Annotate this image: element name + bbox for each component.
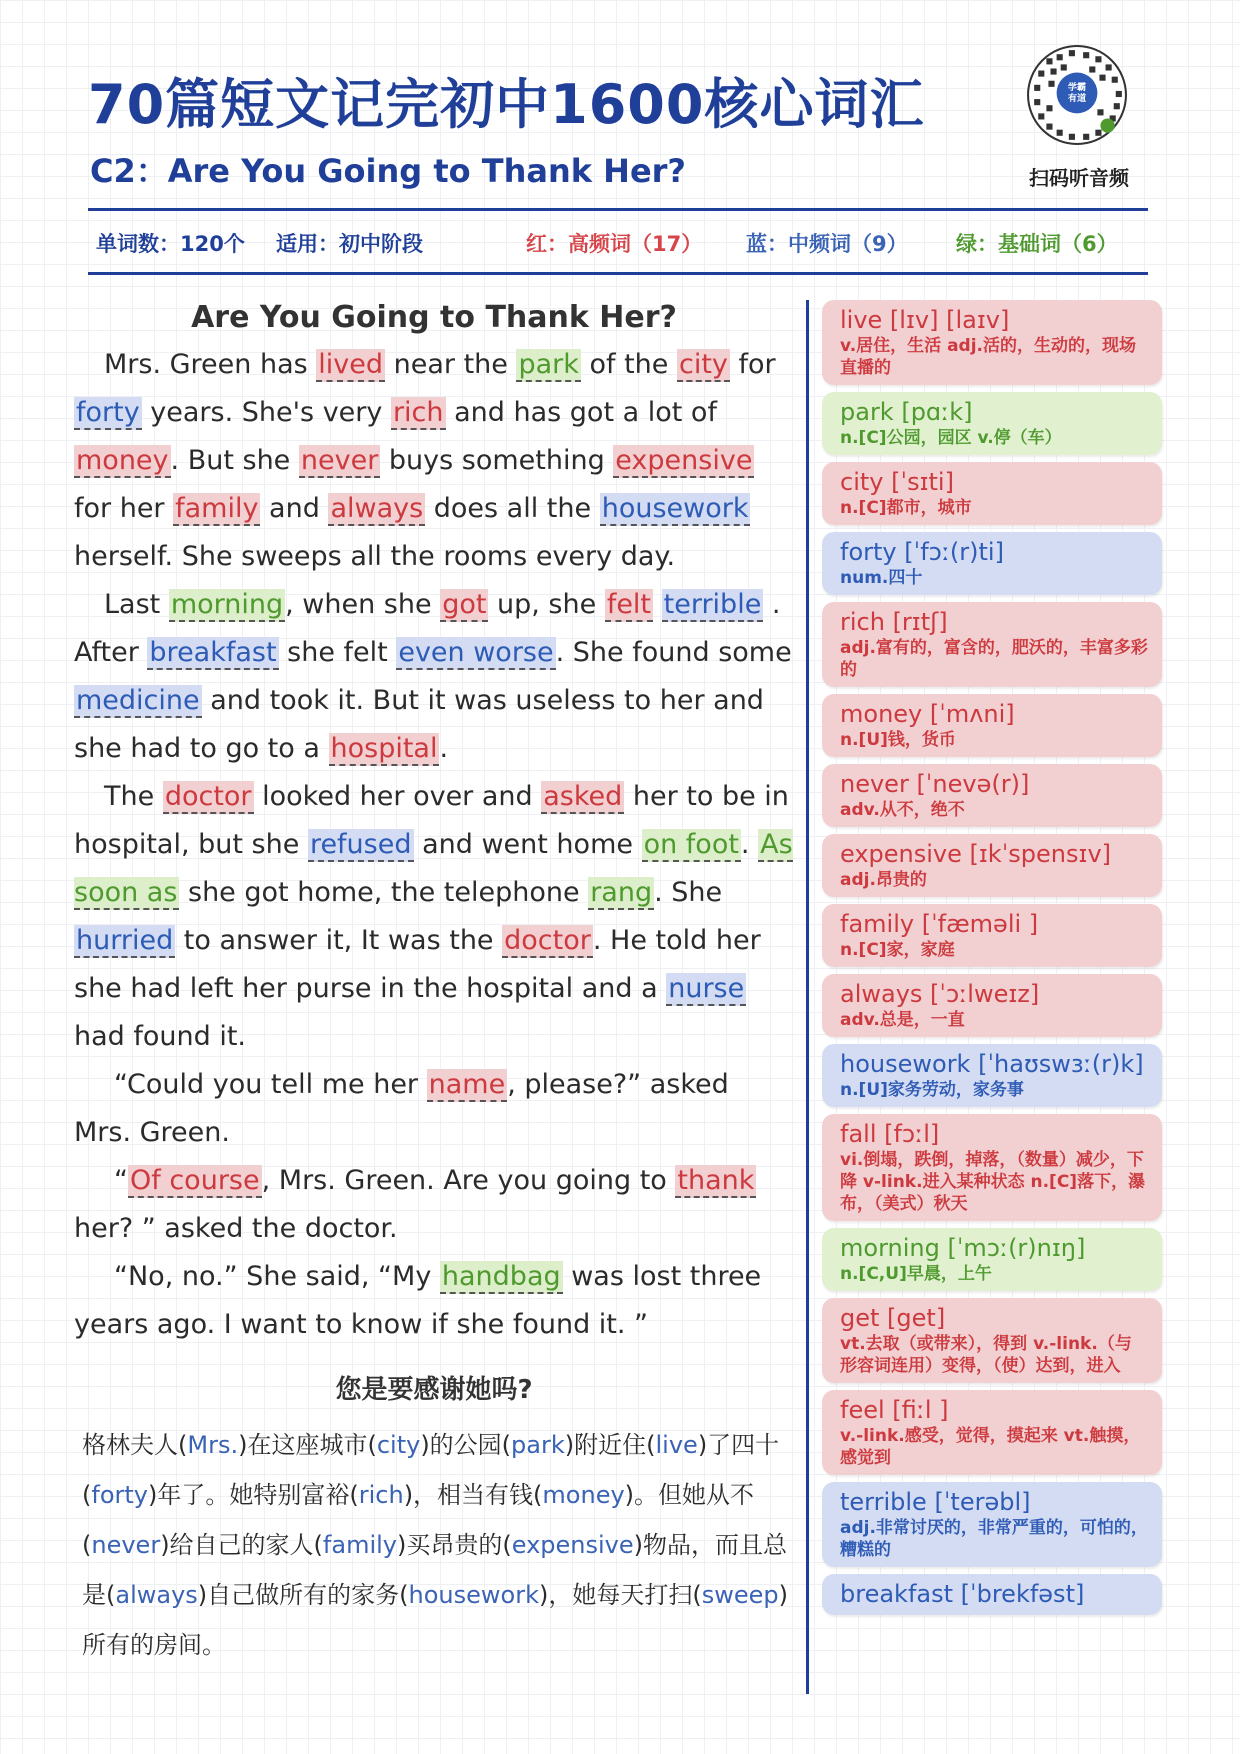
translation-text: )，她每天打扫(	[538, 1581, 702, 1609]
passage-text: buys something	[380, 445, 614, 476]
vocab-card[interactable]	[822, 1574, 1162, 1615]
passage-text: , when she	[285, 589, 441, 620]
vocab-highlight[interactable]: terrible	[663, 589, 762, 620]
vocab-highlight[interactable]: rich	[392, 397, 444, 428]
vocab-highlight[interactable]: even worse	[398, 637, 554, 668]
vocab-word: family [ˈfæməli ]	[840, 910, 1039, 938]
translation-text: )的公园(	[420, 1431, 512, 1459]
passage-text: to answer it, It was the	[175, 925, 503, 956]
vocab-definition: adj.富有的，富含的，肥沃的，丰富多彩的	[840, 638, 1148, 680]
passage-text: for her	[74, 493, 174, 524]
passage-text: . But she	[170, 445, 299, 476]
vocab-highlight[interactable]: on foot	[643, 829, 739, 860]
vocab-highlight[interactable]: forty	[76, 397, 140, 428]
passage-text: Mrs. Green has	[104, 349, 317, 380]
vocab-highlight[interactable]: rang	[590, 877, 653, 908]
header-rule-top	[88, 208, 1148, 211]
legend-blue: 蓝：中频词（9）	[746, 232, 908, 256]
vocab-card[interactable]	[822, 904, 1162, 967]
level-label: 适用：初中阶段	[276, 232, 423, 256]
vocab-definition: n.[C]公园，园区 v.停（车）	[840, 428, 1062, 448]
vocab-word: morning [ˈmɔː(r)nɪŋ]	[840, 1234, 1086, 1262]
vocab-highlight[interactable]: name	[428, 1069, 506, 1100]
vocab-definition: vi.倒塌，跌倒，掉落，（数量）减少，下降 v-link.进入某种状态 n.[C]落下，瀑布，（美式）秋天	[840, 1150, 1146, 1214]
passage-body	[74, 341, 794, 1349]
translation-keyword: rich	[358, 1481, 404, 1509]
vocab-word: fall [fɔːl]	[840, 1120, 940, 1148]
passage-text: near the	[385, 349, 517, 380]
translation-keyword: sweep	[701, 1581, 779, 1609]
vocab-card[interactable]	[822, 974, 1162, 1037]
vocab-card[interactable]	[822, 1298, 1162, 1383]
passage-paragraph	[74, 773, 794, 1061]
passage-text: . He told her she had left her purse in the hospital and a	[74, 925, 761, 1004]
translation-keyword: forty	[91, 1481, 148, 1509]
passage-text: herself. She sweeps all the rooms every day.	[74, 541, 676, 572]
translation-title: 您是要感谢她吗?	[335, 1375, 533, 1405]
passage-text: her? ” asked the doctor.	[74, 1213, 398, 1244]
vocab-definition: adj.昂贵的	[840, 870, 927, 890]
vocab-word: never [ˈnevə(r)]	[840, 770, 1030, 798]
vocab-word: always [ˈɔːlweɪz]	[840, 980, 1040, 1008]
passage-title: Are You Going to Thank Her?	[191, 300, 677, 335]
passage-text: .	[439, 733, 449, 764]
page-title: 70篇短文记完初中1600核心词汇	[88, 73, 925, 136]
vocab-card[interactable]	[822, 1044, 1162, 1107]
passage-paragraph	[74, 581, 794, 773]
vocab-definition: adj.非常讨厌的，非常严重的，可怕的，糟糕的	[840, 1518, 1148, 1560]
vocabulary-list	[822, 300, 1162, 1622]
vocab-highlight[interactable]: expensive	[615, 445, 753, 476]
vocab-word: rich [rɪtʃ]	[840, 608, 948, 636]
vocab-card[interactable]	[822, 1228, 1162, 1291]
qr-caption: 扫码听音频	[1029, 166, 1129, 190]
vocab-highlight[interactable]: medicine	[76, 685, 200, 716]
vocab-word: terrible [ˈterəbl]	[840, 1488, 1031, 1516]
vocab-highlight[interactable]: park	[518, 349, 579, 380]
translation-keyword: housework	[408, 1581, 539, 1609]
vocab-highlight[interactable]: lived	[318, 349, 384, 380]
translation-text: )给自己的家人(	[160, 1531, 323, 1559]
translation-keyword: city	[376, 1431, 421, 1459]
qr-code-icon[interactable]	[1026, 44, 1128, 146]
passage-text: “	[114, 1165, 128, 1196]
passage-paragraph	[74, 1253, 794, 1349]
translation-text: )年了。她特别富裕(	[148, 1481, 359, 1509]
translation-text: )物品，而且总是(	[82, 1531, 788, 1609]
passage-text: Last	[104, 589, 169, 620]
vocab-highlight[interactable]: housework	[601, 493, 749, 524]
vocab-card[interactable]	[822, 300, 1162, 385]
passage-paragraph	[74, 1061, 794, 1157]
legend-red: 红：高频词（17）	[526, 232, 703, 256]
vocab-card[interactable]	[822, 462, 1162, 525]
vocab-highlight[interactable]: doctor	[504, 925, 591, 956]
passage-text: “No, no.” She said, “My	[114, 1261, 440, 1292]
vocab-card[interactable]	[822, 1482, 1162, 1567]
translation-text: )所有的房间。	[82, 1581, 788, 1659]
vocab-highlight[interactable]: doctor	[164, 781, 252, 812]
vocab-highlight[interactable]: breakfast	[149, 637, 277, 668]
vocab-highlight[interactable]: Of course	[130, 1165, 260, 1196]
vocab-highlight[interactable]: city	[678, 349, 728, 380]
passage-text: “Could you tell me her	[114, 1069, 427, 1100]
vocab-word: housework [ˈhaʊswɜː(r)k]	[840, 1050, 1144, 1078]
vocab-word: city [ˈsɪti]	[840, 468, 954, 496]
vocab-card[interactable]	[822, 392, 1162, 455]
svg-text:有道: 有道	[1067, 93, 1087, 105]
translation-keyword: money	[542, 1481, 625, 1509]
translation-keyword: family	[322, 1531, 397, 1559]
passage-text: for	[729, 349, 776, 380]
passage-text: and took it. But it was useless to her and she had to go to a	[74, 685, 764, 764]
vocab-definition: n.[U]家务劳动，家务事	[840, 1080, 1024, 1100]
translation-text: )。但她从不(	[82, 1481, 755, 1559]
translation-text: )自己做所有的家务(	[197, 1581, 409, 1609]
vocab-highlight[interactable]: never	[300, 445, 379, 476]
passage-text: , Mrs. Green. Are you going to	[261, 1165, 676, 1196]
passage-text: The	[104, 781, 163, 812]
vocab-definition: adv.总是，一直	[840, 1010, 965, 1030]
vocab-highlight[interactable]: got	[442, 589, 487, 620]
lesson-subtitle: C2：Are You Going to Thank Her?	[90, 152, 686, 190]
passage-text: and	[260, 493, 329, 524]
translation-keyword: expensive	[511, 1531, 634, 1559]
translation-text: )，相当有钱(	[403, 1481, 543, 1509]
passage-paragraph	[74, 341, 794, 581]
header-rule-bottom	[88, 272, 1148, 275]
passage-text: looked her over and	[253, 781, 542, 812]
vocab-card[interactable]	[822, 1114, 1162, 1221]
passage-text: years. She's very	[141, 397, 391, 428]
vocab-card[interactable]	[822, 602, 1162, 687]
vocab-definition: v.-link.感受，觉得，摸起来 vt.触摸，感觉到	[840, 1426, 1141, 1468]
vocab-word: get [get]	[840, 1304, 946, 1332]
vocab-word: breakfast [ˈbrekfəst]	[840, 1580, 1085, 1608]
word-count: 单词数：120个	[96, 232, 245, 256]
vocab-definition: n.[U]钱，货币	[840, 730, 956, 750]
vocab-definition: n.[C]家，家庭	[840, 940, 955, 960]
translation-keyword: never	[91, 1531, 161, 1559]
translation-text: )在这座城市(	[238, 1431, 377, 1459]
vocab-card[interactable]	[822, 694, 1162, 757]
translation-keyword: park	[511, 1431, 565, 1459]
vocab-highlight[interactable]: refused	[309, 829, 412, 860]
passage-text: of the	[580, 349, 677, 380]
vocab-definition: vt.去取（或带来），得到 v.-link.（与形容词连用）变得，（使）达到，进入	[840, 1334, 1132, 1376]
vocab-definition: adv.从不，绝不	[840, 800, 965, 820]
vocab-definition: n.[C,U]早晨，上午	[840, 1264, 992, 1284]
column-divider	[806, 300, 809, 1694]
passage-text: her to be in hospital, but she	[74, 781, 789, 860]
vocab-word: park [pɑːk]	[840, 398, 973, 426]
passage-text: and has got a lot of	[445, 397, 717, 428]
passage-paragraph	[74, 1157, 794, 1253]
translation-body	[74, 1420, 794, 1670]
legend-green: 绿：基础词（6）	[956, 232, 1118, 256]
passage-text	[653, 589, 662, 620]
vocab-word: forty [ˈfɔː(r)ti]	[840, 538, 1004, 566]
vocab-word: feel [fiːl ]	[840, 1396, 949, 1424]
vocab-highlight[interactable]: hospital	[330, 733, 438, 764]
vocab-card[interactable]	[822, 1390, 1162, 1475]
vocab-definition: n.[C]都市，城市	[840, 498, 972, 518]
vocab-definition: num.四十	[840, 568, 923, 588]
passage	[74, 300, 794, 1670]
translation-keyword: Mrs.	[187, 1431, 239, 1459]
vocab-word: expensive [ɪkˈspensɪv]	[840, 840, 1112, 868]
passage-text: and went home	[413, 829, 642, 860]
vocab-card[interactable]	[822, 532, 1162, 595]
vocab-definition: v.居住，生活 adj.活的，生动的，现场直播的	[840, 336, 1136, 378]
passage-text: . After	[74, 589, 781, 668]
passage-text: she got home, the telephone	[179, 877, 589, 908]
vocab-highlight[interactable]: always	[330, 493, 424, 524]
translation-keyword: always	[115, 1581, 198, 1609]
translation-text: )买昂贵的(	[397, 1531, 512, 1559]
vocab-highlight[interactable]: handbag	[441, 1261, 561, 1292]
vocab-highlight[interactable]: money	[76, 445, 169, 476]
passage-text: was lost three years ago. I want to know if she found it. ”	[74, 1261, 762, 1340]
vocab-word: live [lɪv] [laɪv]	[840, 306, 1010, 334]
svg-text:学霸: 学霸	[1067, 81, 1087, 93]
vocab-highlight[interactable]: thank	[677, 1165, 755, 1196]
passage-text: , please?” asked Mrs. Green.	[74, 1069, 729, 1148]
translation-text: )了四十(	[82, 1431, 780, 1509]
passage-text: . She found some	[555, 637, 792, 668]
passage-text: does all the	[425, 493, 600, 524]
vocab-highlight[interactable]: nurse	[668, 973, 745, 1004]
vocab-highlight[interactable]: As soon as	[74, 829, 793, 908]
passage-text: had found it.	[74, 1021, 247, 1052]
vocab-highlight[interactable]: hurried	[76, 925, 174, 956]
passage-text: she felt	[278, 637, 397, 668]
vocab-highlight[interactable]: felt	[606, 589, 652, 620]
translation-keyword: live	[655, 1431, 698, 1459]
passage-text: . She	[654, 877, 723, 908]
passage-text: .	[740, 829, 759, 860]
vocab-highlight[interactable]: family	[175, 493, 259, 524]
vocab-word: money [ˈmʌni]	[840, 700, 1015, 728]
vocab-highlight[interactable]: morning	[170, 589, 284, 620]
translation-text: 格林夫人(	[82, 1431, 188, 1459]
passage-text: up, she	[488, 589, 605, 620]
vocab-card[interactable]	[822, 834, 1162, 897]
vocab-highlight[interactable]: asked	[543, 781, 623, 812]
vocab-card[interactable]	[822, 764, 1162, 827]
translation-text: )附近住(	[564, 1431, 656, 1459]
